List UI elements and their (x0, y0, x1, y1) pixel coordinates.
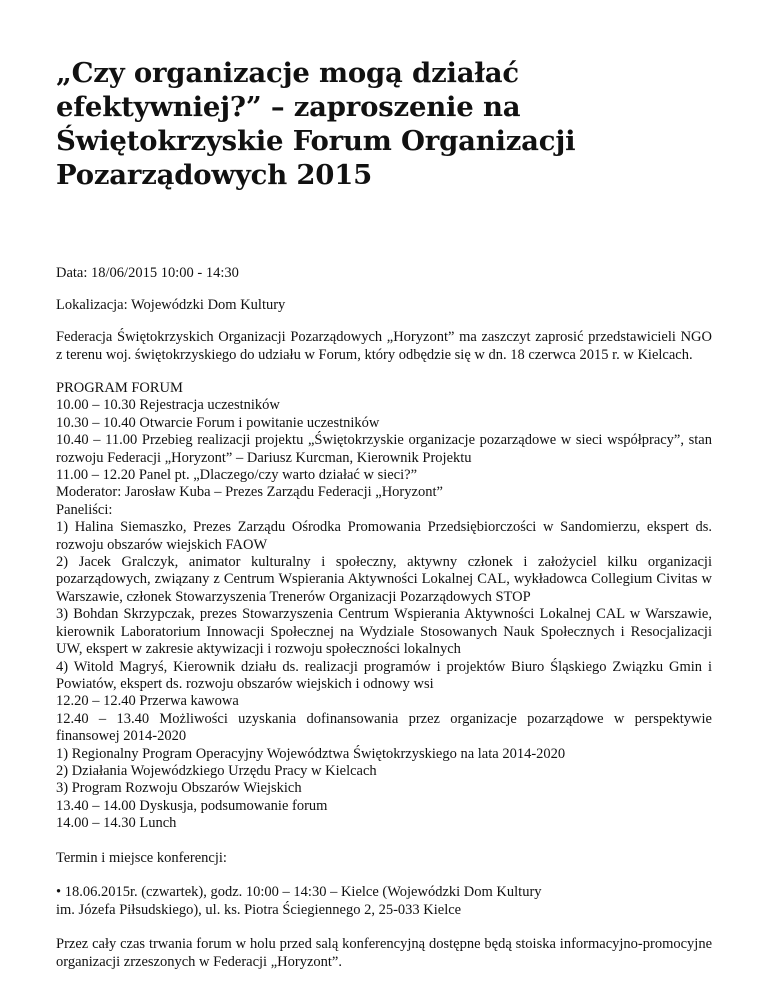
closing-paragraph: Przez cały czas trwania forum w holu przed salą konferencyjną dostępne będą stoiska informacyjno-promocyjne organizacji zrzeszonych w Federacji „Horyzont”. (56, 935, 712, 970)
program-item: 12.40 – 13.40 Możliwości uzyskania dofinansowania przez organizacje pozarządowe w perspektywie finansowej 2014-2020 (56, 710, 712, 745)
program-item: 3) Program Rozwoju Obszarów Wiejskich (56, 780, 302, 797)
program-item: 10.40 – 11.00 Przebieg realizacji projektu „Świętokrzyskie organizacje pozarządowe w sieci współpracy”, stan rozwoju Federacji „Horyzont” – Dariusz Kurcman, Kierownik Projektu (56, 432, 712, 466)
program-heading: PROGRAM FORUM (56, 380, 183, 396)
program-item: 13.40 – 14.00 Dyskusja, podsumowanie forum (56, 797, 328, 814)
program-item: 10.00 – 10.30 Rejestracja uczestników (56, 397, 280, 414)
program-item: Moderator: Jarosław Kuba – Prezes Zarządu Federacji „Horyzont” (56, 484, 443, 501)
program-item: 12.20 – 12.40 Przerwa kawowa (56, 693, 239, 710)
venue-details (56, 883, 712, 919)
page-title: „Czy organizacje mogą działać efektywniej?” – zaproszenie na Świętokrzyskie Forum Organizacji Pozarządowych 2015 (56, 57, 576, 191)
program-item: 3) Bohdan Skrzypczak, prezes Stowarzyszenia Centrum Wspierania Aktywności Lokalnej CAL w Warszawie, kierownik Laboratorium Innowacji Społecznej na Wydziale Stosowanych Nauk Społecznych i Resocjalizacji UW, ekspert w zakresie aktywizacji i rozwoju społeczności lokalnych (56, 606, 712, 658)
program-item: 1) Halina Siemaszko, Prezes Zarządu Ośrodka Promowania Przedsiębiorczości w Sandomierzu, ekspert ds. rozwoju obszarów wiejskich FAOW (56, 519, 712, 553)
program-item: 11.00 – 12.20 Panel pt. „Dlaczego/czy warto działać w sieci?” (56, 467, 418, 484)
event-date: Data: 18/06/2015 10:00 - 14:30 (56, 265, 239, 281)
intro-paragraph: Federacja Świętokrzyskich Organizacji Pozarządowych „Horyzont” ma zaszczyt zaprosić przedstawicieli NGO z terenu woj. świętokrzyskiego do udziału w Forum, który odbędzie się w dn. 18 czerwca 2015 r. w Kielcach. (56, 329, 712, 363)
program-item: 4) Witold Magryś, Kierownik działu ds. realizacji programów i projektów Biuro Śląskiego Związku Gmin i Powiatów, ekspert ds. rozwoju obszarów wiejskich i odnowy wsi (56, 658, 712, 692)
venue-line: im. Józefa Piłsudskiego), ul. ks. Piotra Ściegiennego 2, 25-033 Kielce (56, 901, 462, 918)
program-item: Paneliści: (56, 501, 113, 518)
program-list (56, 380, 712, 833)
program-item: 14.00 – 14.30 Lunch (56, 815, 177, 832)
program-item: 1) Regionalny Program Operacyjny Województwa Świętokrzyskiego na lata 2014-2020 (56, 745, 566, 762)
venue-line: • 18.06.2015r. (czwartek), godz. 10:00 – 14:30 – Kielce (Wojewódzki Dom Kultury (56, 883, 542, 900)
event-location: Lokalizacja: Wojewódzki Dom Kultury (56, 297, 286, 313)
program-item: 10.30 – 10.40 Otwarcie Forum i powitanie uczestników (56, 414, 380, 431)
venue-heading: Termin i miejsce konferencji: (56, 849, 227, 866)
program-item: 2) Jacek Gralczyk, animator kulturalny i społeczny, aktywny członek i założyciel kilku organizacji pozarządowych, związany z Centrum Wspierania Aktywności Lokalnej CAL, wykładowca Collegium Civitas w Warszawie, członek Stowarzyszenia Trenerów Organizacji Pozarządowych STOP (56, 554, 712, 605)
program-item: 2) Działania Wojewódzkiego Urzędu Pracy w Kielcach (56, 762, 377, 779)
